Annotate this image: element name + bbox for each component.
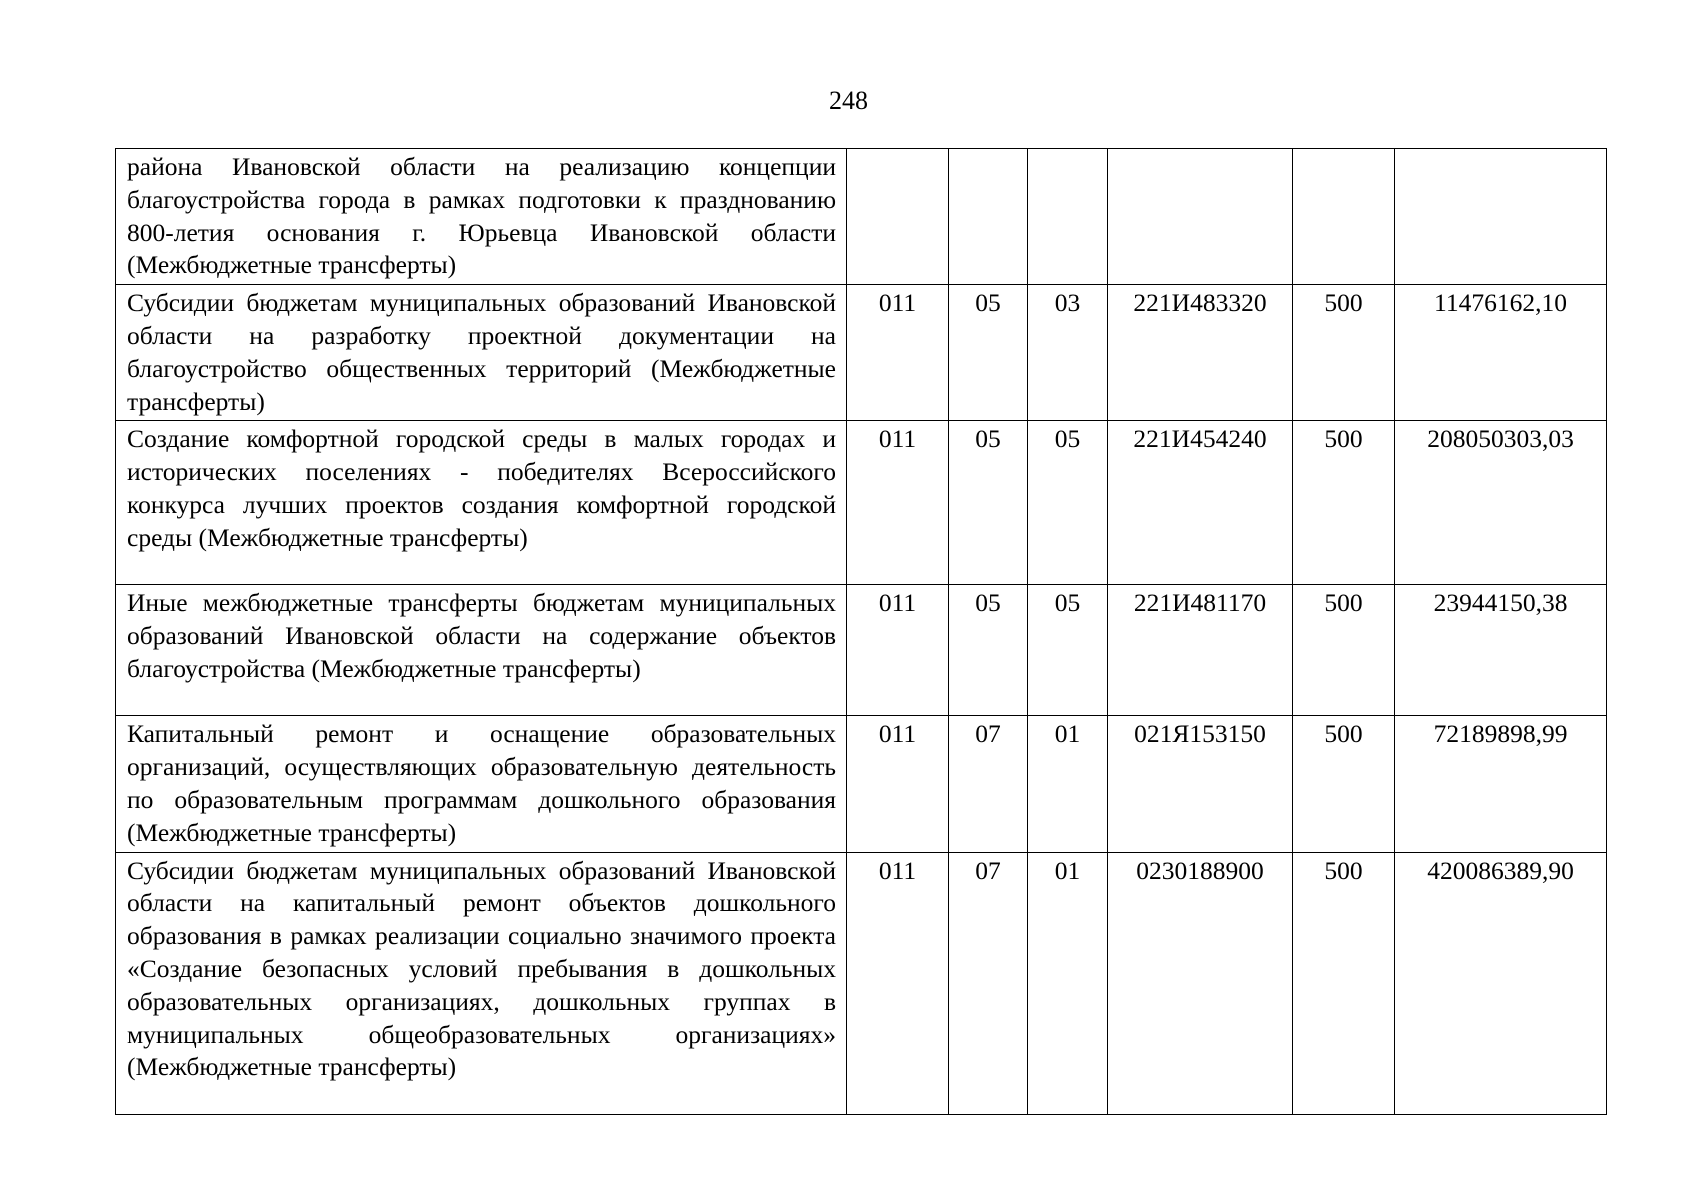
table-row [116,716,1607,852]
row-section-code: 07 [949,716,1028,852]
row-description: района Ивановской области на реализацию концепции благоустройства города в рамках подготовки к празднованию 800-летия основания г. Юрьевца Ивановской области (Межбюджетные трансферты) [116,149,847,285]
row-description: Субсидии бюджетам муниципальных образований Ивановской области на разработку проектной документации на благоустройство общественных территорий (Межбюджетные трансферты) [116,285,847,421]
table-row [116,149,1607,285]
row-description: Создание комфортной городской среды в малых городах и исторических поселениях - победителях Всероссийского конкурса лучших проектов создания комфортной городской среды (Межбюджетные трансферты) [116,421,847,585]
row-subsection-code: 01 [1028,852,1108,1114]
page-number: 248 [829,86,868,115]
row-grbs-code [847,149,949,285]
row-grbs-code: 011 [847,421,949,585]
row-expense-type-code: 500 [1293,716,1395,852]
row-subsection-code: 03 [1028,285,1108,421]
table-row [116,421,1607,585]
row-target-article-code: 221И454240 [1108,421,1293,585]
row-subsection-code [1028,149,1108,285]
row-description: Капитальный ремонт и оснащение образовательных организаций, осуществляющих образовательную деятельность по образовательным программам дошкольного образования (Межбюджетные трансферты) [116,716,847,852]
row-subsection-code: 01 [1028,716,1108,852]
row-subsection-code: 05 [1028,421,1108,585]
row-target-article-code: 221И483320 [1108,285,1293,421]
row-expense-type-code: 500 [1293,421,1395,585]
row-section-code: 05 [949,285,1028,421]
row-expense-type-code: 500 [1293,852,1395,1114]
row-section-code: 05 [949,585,1028,716]
row-amount: 208050303,03 [1395,421,1607,585]
row-target-article-code [1108,149,1293,285]
row-amount: 11476162,10 [1395,285,1607,421]
row-amount: 420086389,90 [1395,852,1607,1114]
table-row [116,285,1607,421]
row-target-article-code: 0230188900 [1108,852,1293,1114]
row-section-code: 07 [949,852,1028,1114]
row-section-code [949,149,1028,285]
row-grbs-code: 011 [847,852,949,1114]
row-subsection-code: 05 [1028,585,1108,716]
row-grbs-code: 011 [847,585,949,716]
row-expense-type-code: 500 [1293,285,1395,421]
row-expense-type-code [1293,149,1395,285]
row-description: Субсидии бюджетам муниципальных образований Ивановской области на капитальный ремонт объектов дошкольного образования в рамках реализации социально значимого проекта «Создание безопасных условий пребывания в дошкольных образовательных организациях, дошкольных группах в муниципальных общеобразовательных организациях» (Межбюджетные трансферты) [116,852,847,1114]
row-description: Иные межбюджетные трансферты бюджетам муниципальных образований Ивановской области на содержание объектов благоустройства (Межбюджетные трансферты) [116,585,847,716]
table-row [116,852,1607,1114]
row-section-code: 05 [949,421,1028,585]
budget-table [115,148,1607,1115]
row-target-article-code: 221И481170 [1108,585,1293,716]
row-expense-type-code: 500 [1293,585,1395,716]
row-amount: 23944150,38 [1395,585,1607,716]
row-target-article-code: 021Я153150 [1108,716,1293,852]
table-row [116,585,1607,716]
row-grbs-code: 011 [847,716,949,852]
row-amount: 72189898,99 [1395,716,1607,852]
row-amount [1395,149,1607,285]
row-grbs-code: 011 [847,285,949,421]
